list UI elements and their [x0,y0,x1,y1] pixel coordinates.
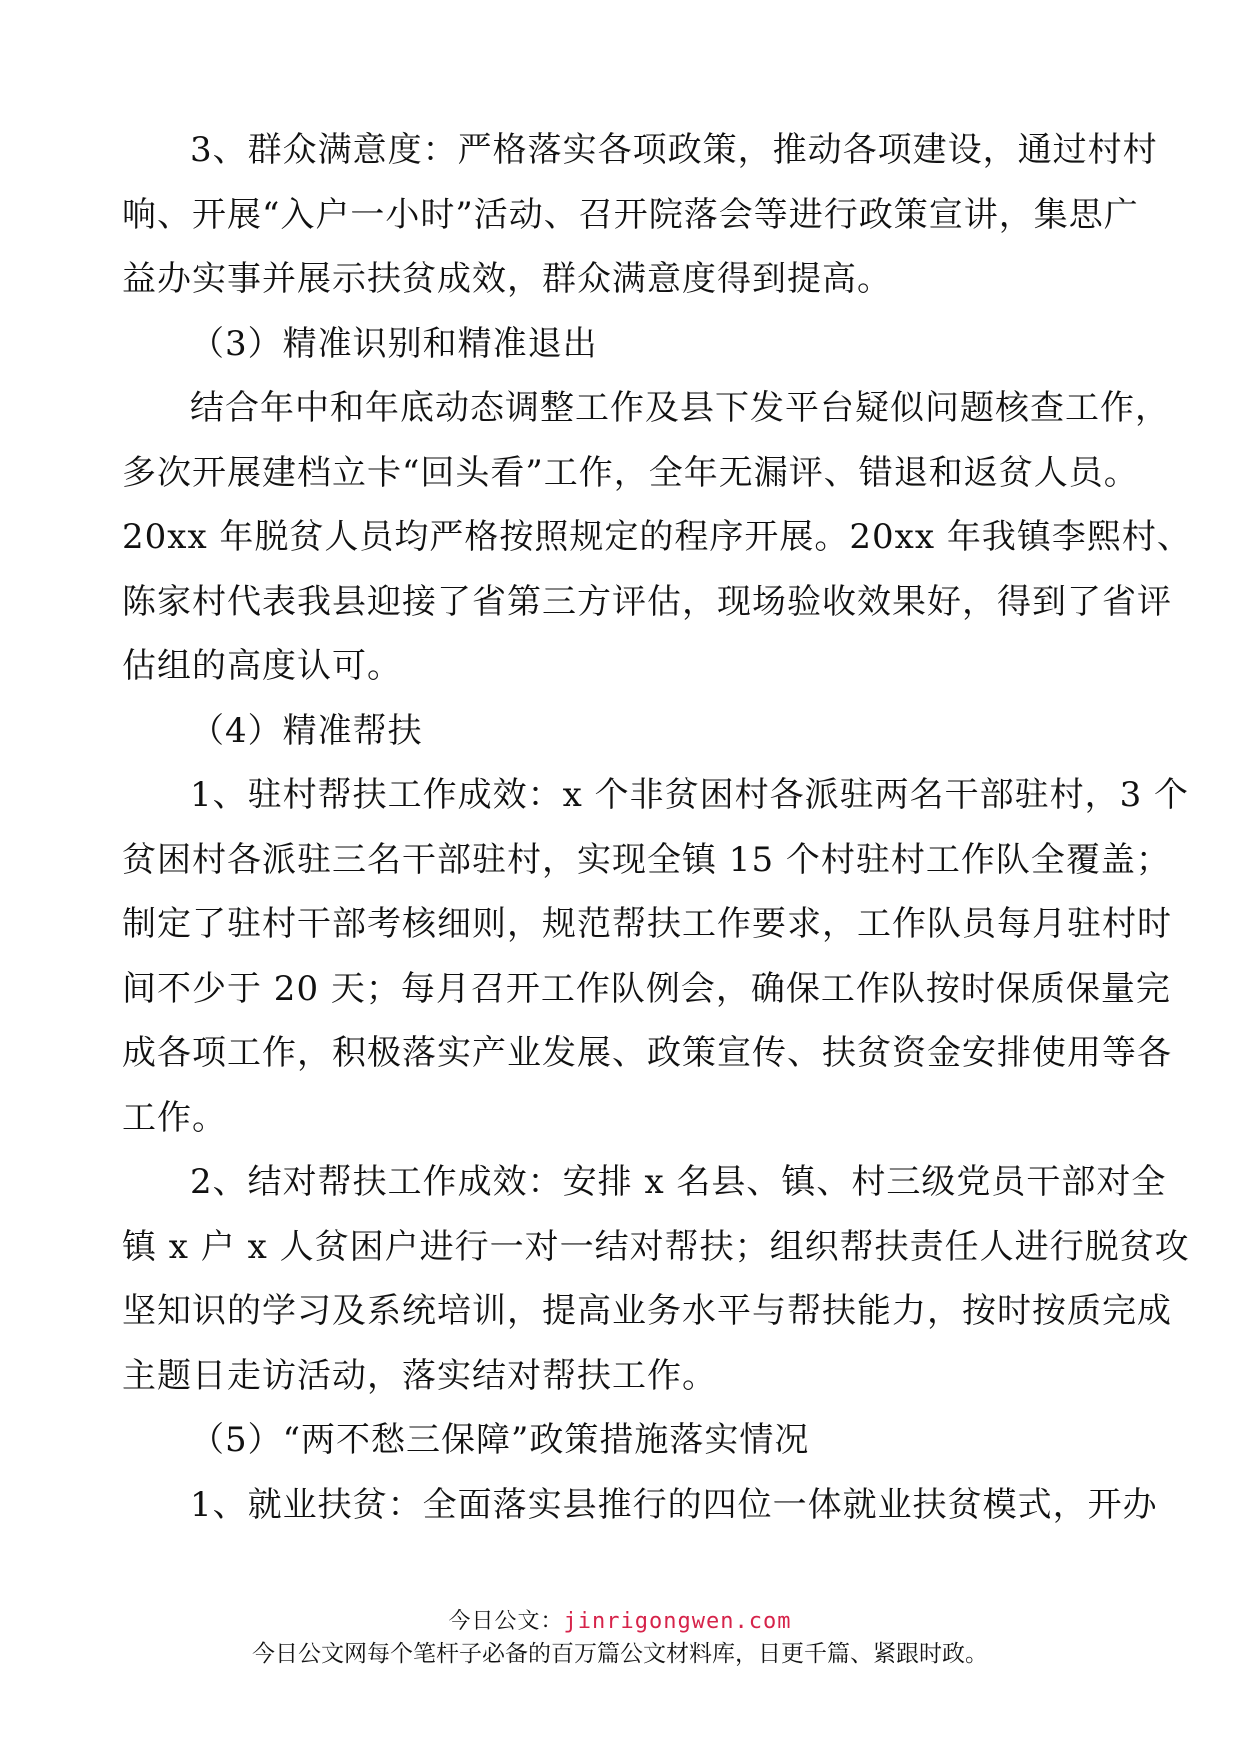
text-line: 成各项工作，积极落实产业发展、政策宣传、扶贫资金安排使用等各 [122,1033,1172,1073]
text-line: 1、驻村帮扶工作成效：x 个非贫困村各派驻两名干部驻村，3 个 [190,775,1190,815]
paragraph-identification [122,376,1192,699]
text-line: 镇 x 户 x 人贫困户进行一对一结对帮扶；组织帮扶责任人进行脱贫攻 [122,1226,1190,1267]
footer-site [0,1607,1240,1637]
text-line: 20xx 年脱贫人员均严格按照规定的程序开展。20xx 年我镇李熙村、 [122,517,1192,557]
text-line: 陈家村代表我县迎接了省第三方评估，现场验收效果好，得到了省评 [122,581,1172,622]
text-line: 贫困村各派驻三名干部驻村，实现全镇 15 个村驻村工作队全覆盖； [122,839,1171,880]
text-line: 多次开展建档立卡“回头看”工作，全年无漏评、错退和返贫人员。 [122,452,1139,493]
text-line: 估组的高度认可。 [122,646,402,686]
section-heading-5: （5）“两不愁三保障”政策措施落实情况 [190,1420,810,1460]
text-line: 工作。 [122,1097,227,1138]
paragraph-employment [122,1473,1158,1538]
text-line: 制定了驻村干部考核细则，规范帮扶工作要求，工作队员每月驻村时 [122,904,1172,944]
footer-site-url[interactable]: jinrigongwen.com [563,1609,792,1634]
paragraph-pairing-assistance [122,1150,1190,1408]
document-body [122,118,1192,1537]
text-line: 2、结对帮扶工作成效：安排 x 名县、镇、村三级党员干部对全 [190,1162,1167,1202]
text-line: 坚知识的学习及系统培训，提高业务水平与帮扶能力，按时按质完成 [122,1291,1172,1331]
footer-site-label: 今日公文： [448,1609,564,1634]
text-line: 响、开展“入户一小时”活动、召开院落会等进行政策宣讲，集思广 [122,194,1139,235]
text-line: 结合年中和年底动态调整工作及县下发平台疑似问题核查工作， [190,388,1170,428]
section-heading-4: （4）精准帮扶 [190,710,423,751]
paragraph-satisfaction [122,118,1158,312]
section-heading-3: （3）精准识别和精准退出 [190,323,598,364]
paragraph-village-assistance [122,763,1190,1150]
text-line: 益办实事并展示扶贫成效，群众满意度得到提高。 [122,259,892,299]
text-line: 3、群众满意度：严格落实各项政策，推动各项建设，通过村村 [190,130,1158,170]
text-line: 主题日走访活动，落实结对帮扶工作。 [122,1355,717,1396]
text-line: 间不少于 20 天；每月召开工作队例会，确保工作队按时保质保量完 [122,968,1171,1009]
footer-slogan: 今日公文网每个笔杆子必备的百万篇公文材料库，日更千篇、紧跟时政。 [252,1641,988,1667]
text-line: 1、就业扶贫：全面落实县推行的四位一体就业扶贫模式，开办 [190,1484,1158,1525]
